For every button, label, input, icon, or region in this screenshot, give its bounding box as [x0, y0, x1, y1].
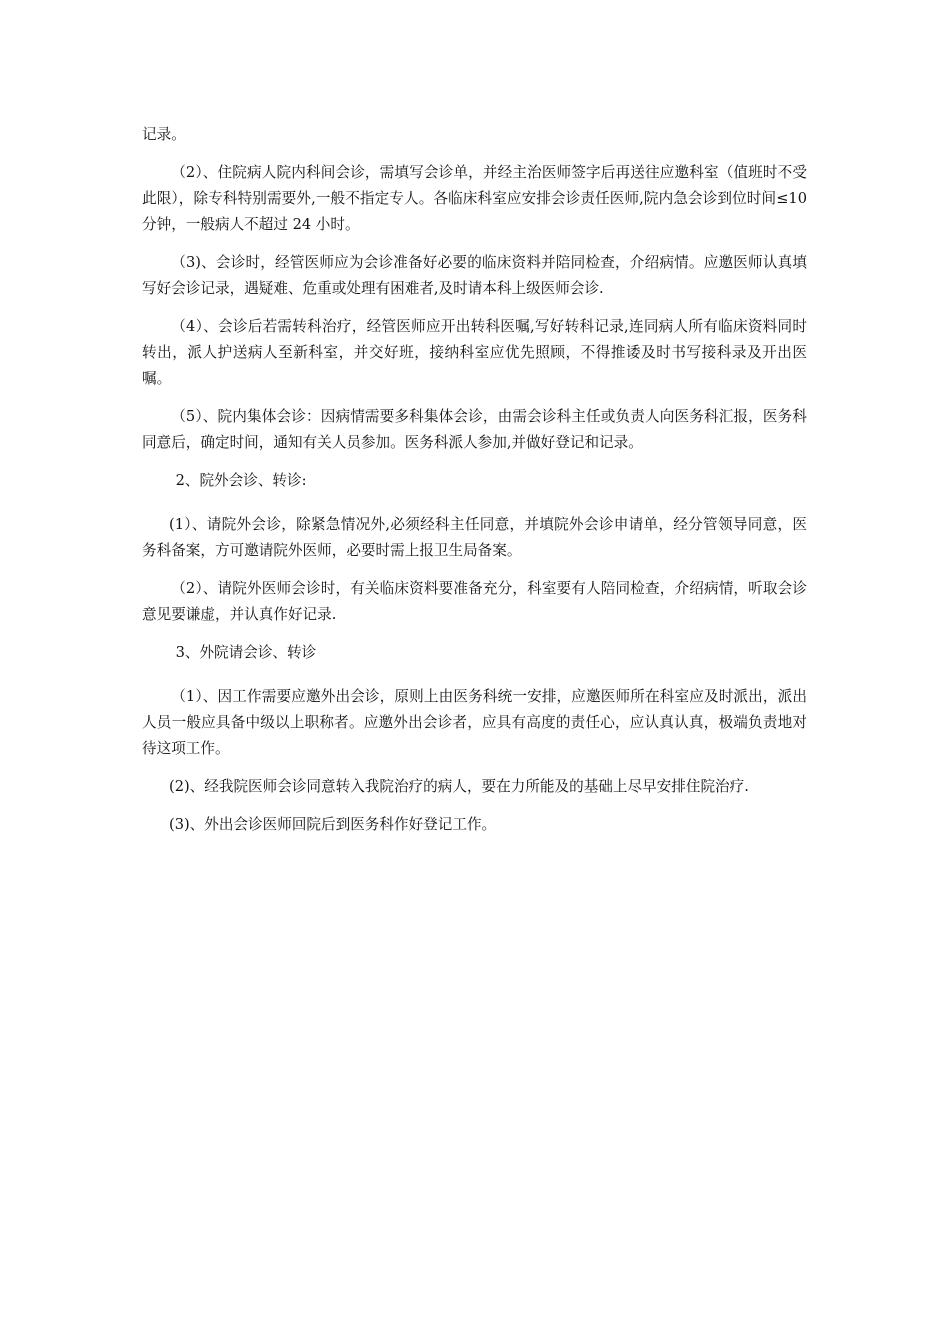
paragraph-continuation: 记录。 — [142, 126, 186, 143]
paragraph-registration: (3)、外出会诊医师回院后到医务科作好登记工作。 — [169, 816, 497, 833]
section-heading-external-consultation: 2、院外会诊、转诊: — [175, 472, 307, 489]
paragraph-group-consultation: （5）、院内集体会诊：因病情需要多科集体会诊，由需会诊科主任或负责人向医务科汇报，医务科同意后，确定时间，通知有关人员参加。医务科派人参加,并做好登记和记录。 — [142, 408, 807, 451]
document-body — [142, 122, 807, 850]
paragraph-invited-consultation: （1）、因工作需要应邀外出会诊，原则上由医务科统一安排，应邀医师所在科室应及时派出，派出人员一般应具备中级以上职称者。应邀外出会诊者，应具有高度的责任心，应认真认真，极端负责地对待这项工作。 — [142, 688, 807, 757]
section-heading-outside-request: 3、外院请会诊、转诊 — [175, 644, 317, 661]
paragraph-inpatient-consultation: （2）、住院病人院内科间会诊，需填写会诊单，并经主治医师签字后再送往应邀科室（值班时不受此限），除专科特别需要外,一般不指定专人。各临床科室应安排会诊责任医师,院内急会诊到位时间≤10 分钟，一般病人不超过 24 小时。 — [142, 164, 807, 233]
paragraph-department-transfer: （4）、会诊后若需转科治疗，经管医师应开出转科医嘱,写好转科记录,连同病人所有临床资料同时转出，派人护送病人至新科室，并交好班，接纳科室应优先照顾，不得推诿及时书写接科录及开出医嘱。 — [142, 318, 807, 387]
paragraph-external-physician: （2）、请院外医师会诊时，有关临床资料要准备充分，科室要有人陪同检查，介绍病情，听取会诊意见要谦虚，并认真作好记录. — [142, 580, 807, 623]
paragraph-external-request: (1）、请院外会诊，除紧急情况外,必须经科主任同意，并填院外会诊申请单，经分管领导同意，医务科备案，方可邀请院外医师，必要时需上报卫生局备案。 — [142, 516, 807, 559]
paragraph-transfer-admission: (2)、经我院医师会诊同意转入我院治疗的病人，要在力所能及的基础上尽早安排住院治疗. — [169, 778, 749, 795]
paragraph-consultation-procedure: （3)、会诊时，经管医师应为会诊准备好必要的临床资料并陪同检查，介绍病情。应邀医师认真填写好会诊记录，遇疑难、危重或处理有困难者,及时请本科上级医师会诊. — [142, 254, 807, 297]
